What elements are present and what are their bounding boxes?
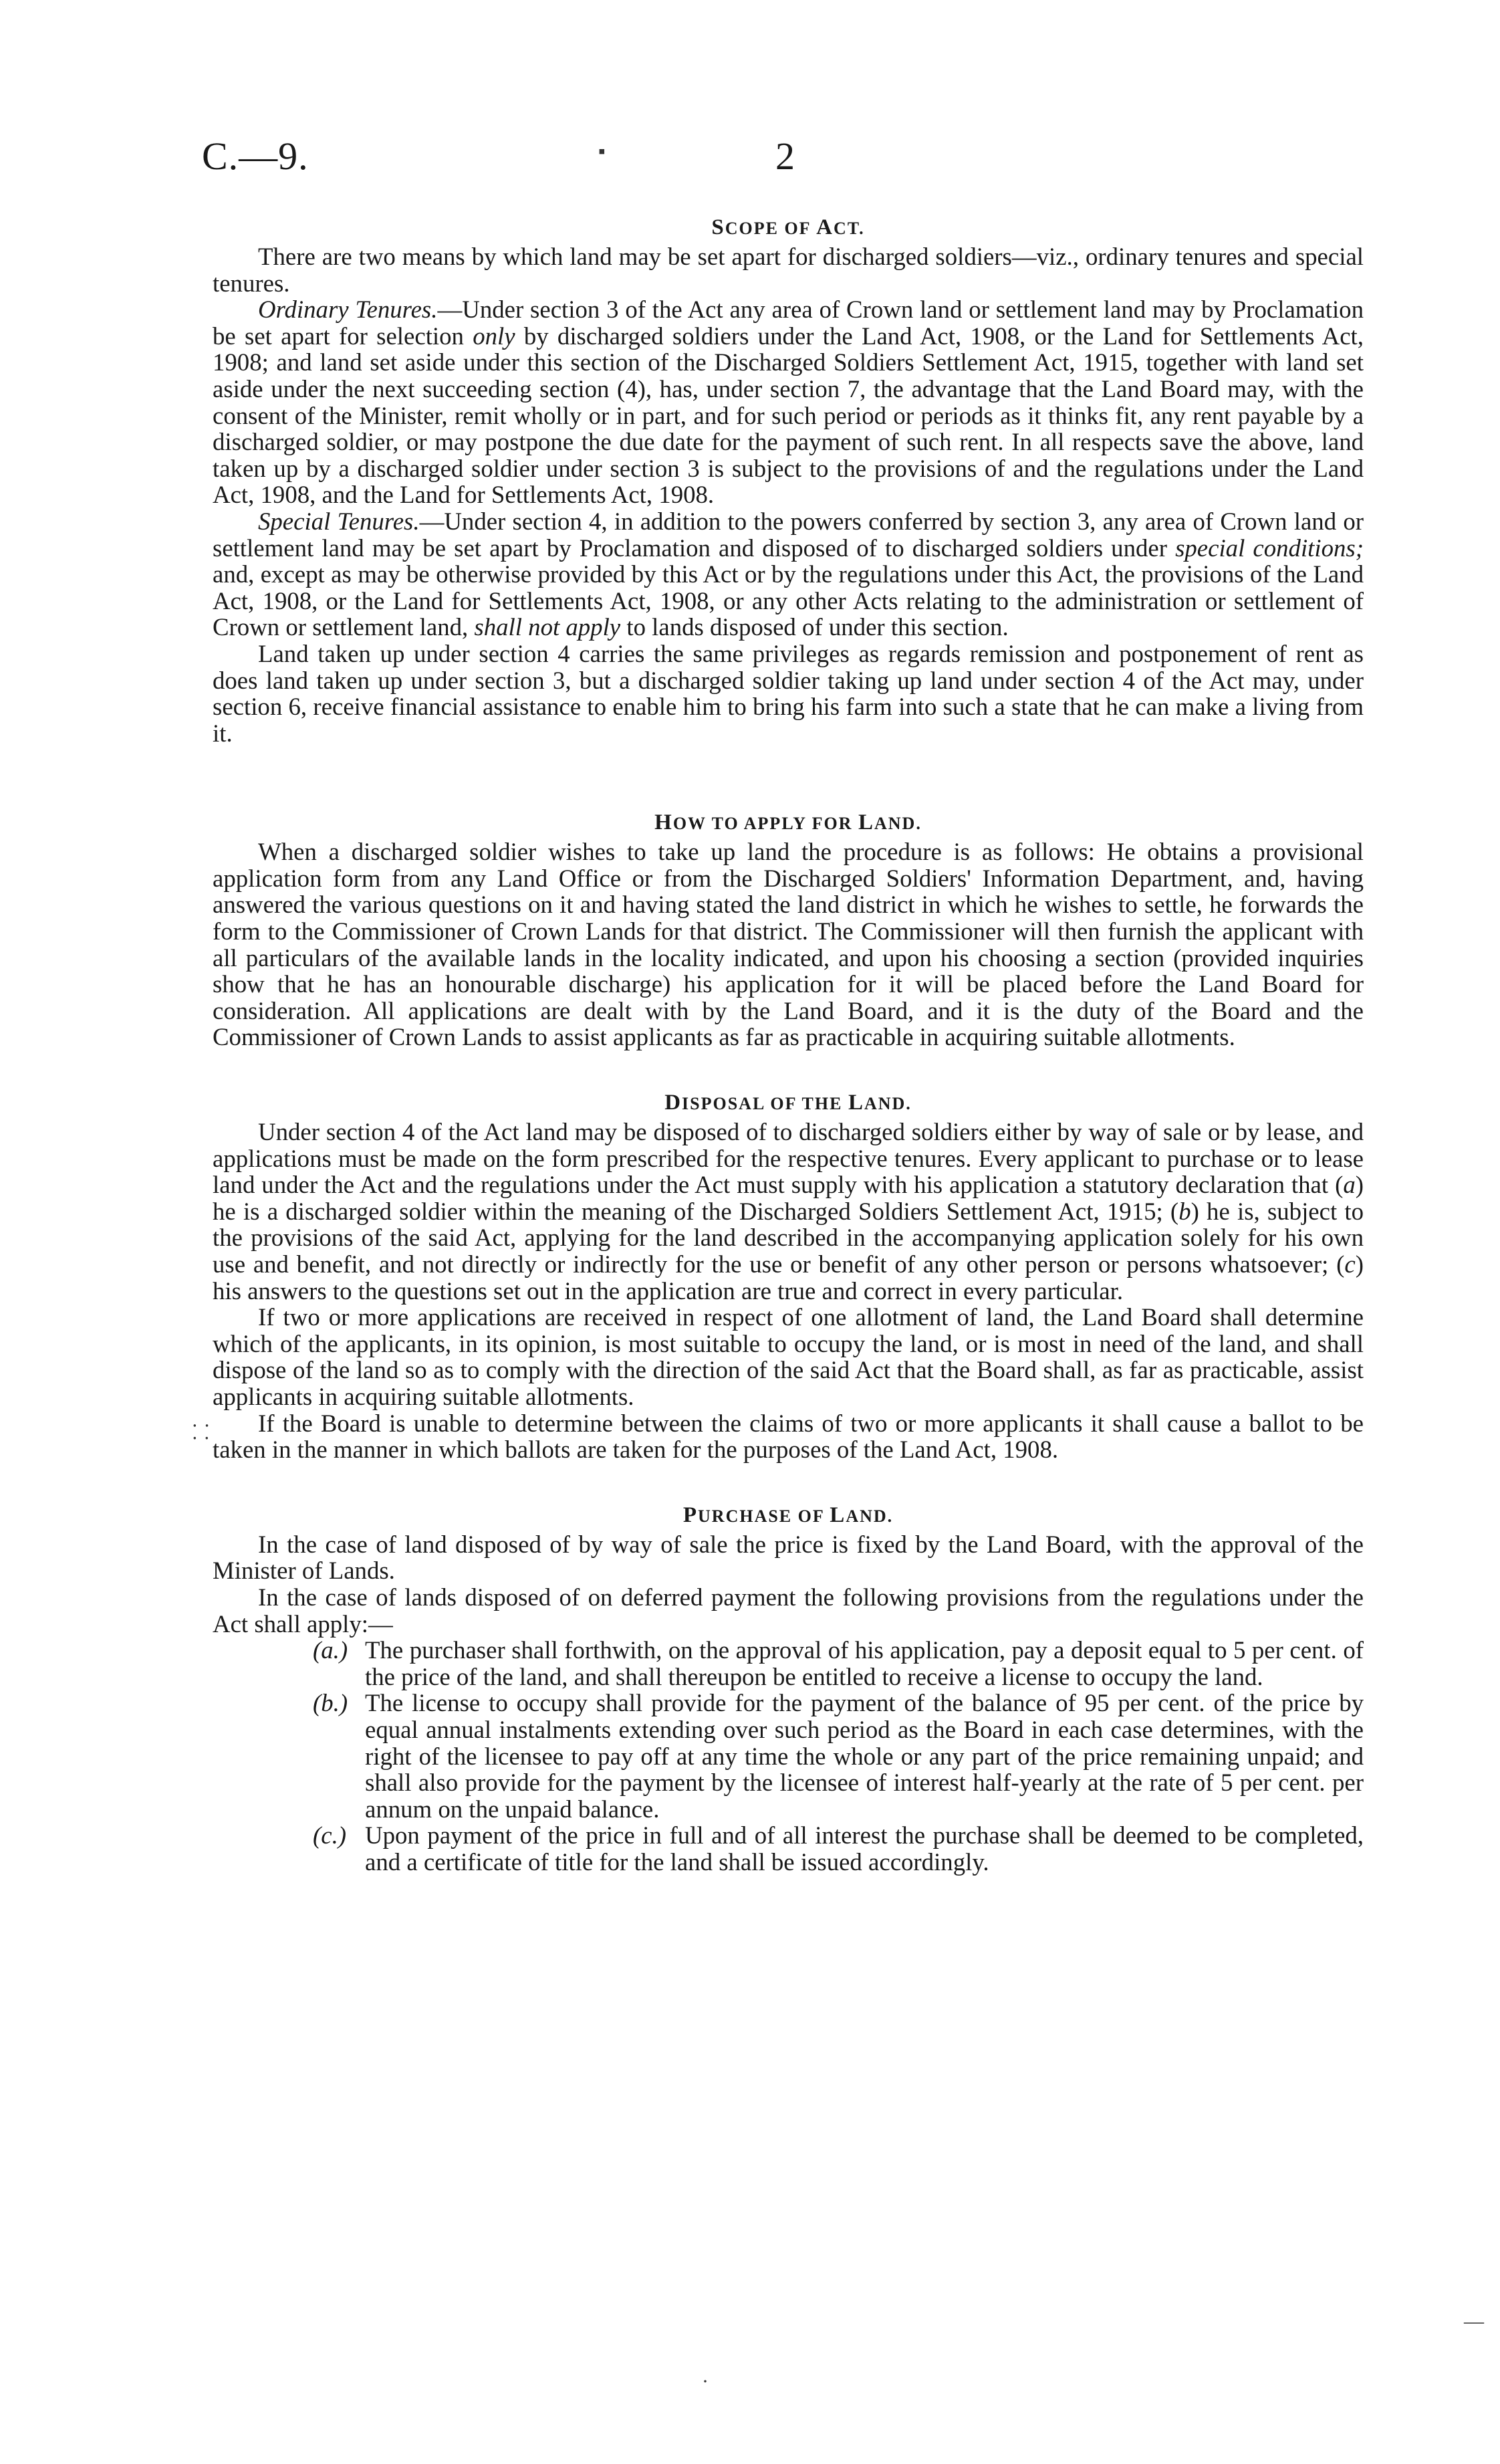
list-item-label: (b.)	[313, 1689, 348, 1717]
paragraph: Land taken up under section 4 carries the same privileges as regards remission and postponement of rent as does land taken up under section 3, but a discharged soldier taking up land under section 4 of the Act may, under section 6, receive financial assistance to enable him to bring his farm into such a state that he can make a living from it.	[213, 639, 1364, 747]
paragraph: In the case of lands disposed of on deferred payment the following provisions from the regulations under the Act shall apply:—	[213, 1583, 1364, 1638]
paragraph: In the case of land disposed of by way of sale the price is fixed by the Land Board, with the approval of the Minister of Lands.	[213, 1530, 1364, 1585]
list-item	[313, 1690, 1364, 1822]
paragraph: Under section 4 of the Act land may be disposed of to discharged soldiers either by way of sale or by lease, and applications must be made on the form prescribed for the respective tenures. Every applicant to purchase or to lease land under the Act and the regulations under the Act must supply with his application a statutory declaration that (a) he is a discharged soldier within the meaning of the Discharged Soldiers Settlement Act, 1915; (b) he is, subject to the provisions of the said Act, applying for the land described in the accompanying application solely for his own use and benefit, and not directly or indirectly for the use or benefit of any other person or persons whatsoever; (c) his answers to the questions set out in the application are true and correct in every particular.	[213, 1118, 1364, 1305]
list-item-text: The license to occupy shall provide for the payment of the balance of 95 per cent. of the price by equal annual instalments extending over such period as the Board in each case determines, with the right of the licensee to pay off at any time the whole or any part of the price remaining unpaid; and shall also provide for the payment by the licensee of interest half-yearly at the rate of 5 per cent. per annum on the unpaid balance.	[365, 1689, 1364, 1823]
section-heading-disposal: DISPOSAL OF THE LAND.	[664, 1091, 912, 1115]
print-mark: ▪	[598, 140, 606, 162]
paragraph-ordinary-tenures: Ordinary Tenures.—Under section 3 of the Act any area of Crown land or settlement land may by Proclamation be set apart for selection only by discharged soldiers under the Land Act, 1908, or the Land for Settlements Act, 1908; and land set aside under this section of the Discharged Soldiers Settlement Act, 1915, together with land set aside under the next succeeding section (4), has, under section 7, the advantage that the Land Board may, with the consent of the Minister, remit wholly or in part, and for such period or periods as it thinks fit, any rent payable by a discharged soldier, or may postpone the due date for the payment of such rent. In all respects save the above, land taken up by a discharged soldier under section 3 is subject to the provisions of and the regulations under the Land Act, 1908, and the Land for Settlements Act, 1908.	[213, 296, 1364, 509]
list-item-label: (c.)	[313, 1821, 347, 1850]
paragraph: There are two means by which land may be set apart for discharged soldiers—viz., ordinary tenures and special tenures.	[213, 243, 1364, 297]
section-heading-apply: HOW TO APPLY FOR LAND.	[654, 810, 922, 835]
print-mark: ·	[702, 2370, 709, 2392]
list-item	[313, 1822, 1364, 1875]
page-header	[202, 134, 1373, 187]
section-heading-purchase: PURCHASE OF LAND.	[682, 1502, 894, 1527]
list-item-text: Upon payment of the price in full and of all interest the purchase shall be deemed to be completed, and a certificate of title for the land shall be issued accordingly.	[365, 1821, 1364, 1876]
paragraph: If the Board is unable to determine between the claims of two or more applicants it shall cause a ballot to be taken in the manner in which ballots are taken for the purposes of the Land Act, 1908.	[213, 1409, 1364, 1464]
paragraph-special-tenures: Special Tenures.—Under section 4, in addition to the powers conferred by section 3, any area of Crown land or settlement land may be set apart by Proclamation and disposed of to discharged soldiers under special conditions; and, except as may be otherwise provided by this Act or by the regulations under this Act, the provisions of the Land Act, 1908, or the Land for Settlements Act, 1908, or any other Acts relating to the administration or settlement of Crown or settlement land, shall not apply to lands disposed of under this section.	[213, 507, 1364, 641]
paragraph: If two or more applications are received in respect of one allotment of land, the Land Board shall determine which of the applicants, in its opinion, is most suitable to occupy the land, or is most in need of the land, and shall dispose of the land so as to comply with the direction of the said Act that the Board shall, as far as practicable, assist applicants in acquiring suitable allotments.	[213, 1303, 1364, 1410]
print-mark: —	[1464, 2310, 1484, 2332]
page-number: 2	[775, 134, 795, 178]
paragraph: When a discharged soldier wishes to take up land the procedure is as follows: He obtains a provisional application form from any Land Office or from the Discharged Soldiers' Information Department, and, having answered the various questions on it and having stated the land district in which he wishes to settle, he forwards the form to the Commissioner of Crown Lands for that district. The Commissioner will then furnish the applicant with all particulars of the available lands in the locality indicated, and upon his choosing a section (provided inquiries show that he has an honourable discharge) his application for it will be placed before the Land Board for consideration. All applications are dealt with by the Land Board, and it is the duty of the Board and the Commissioner of Crown Lands to assist applicants as far as practicable in acquiring suitable allotments.	[213, 838, 1364, 1051]
print-mark: ⸬	[193, 1422, 209, 1444]
list-item-text: The purchaser shall forthwith, on the approval of his application, pay a deposit equal to 5 per cent. of the price of the land, and shall thereupon be entitled to receive a license to occupy the land.	[365, 1636, 1364, 1690]
list-item-label: (a.)	[313, 1636, 348, 1664]
section-heading-scope: SCOPE OF ACT.	[711, 215, 865, 239]
list-item	[313, 1637, 1364, 1690]
document-reference: C.—9.	[202, 134, 309, 178]
document-body	[213, 213, 1364, 1875]
provisions-list	[313, 1637, 1364, 1875]
